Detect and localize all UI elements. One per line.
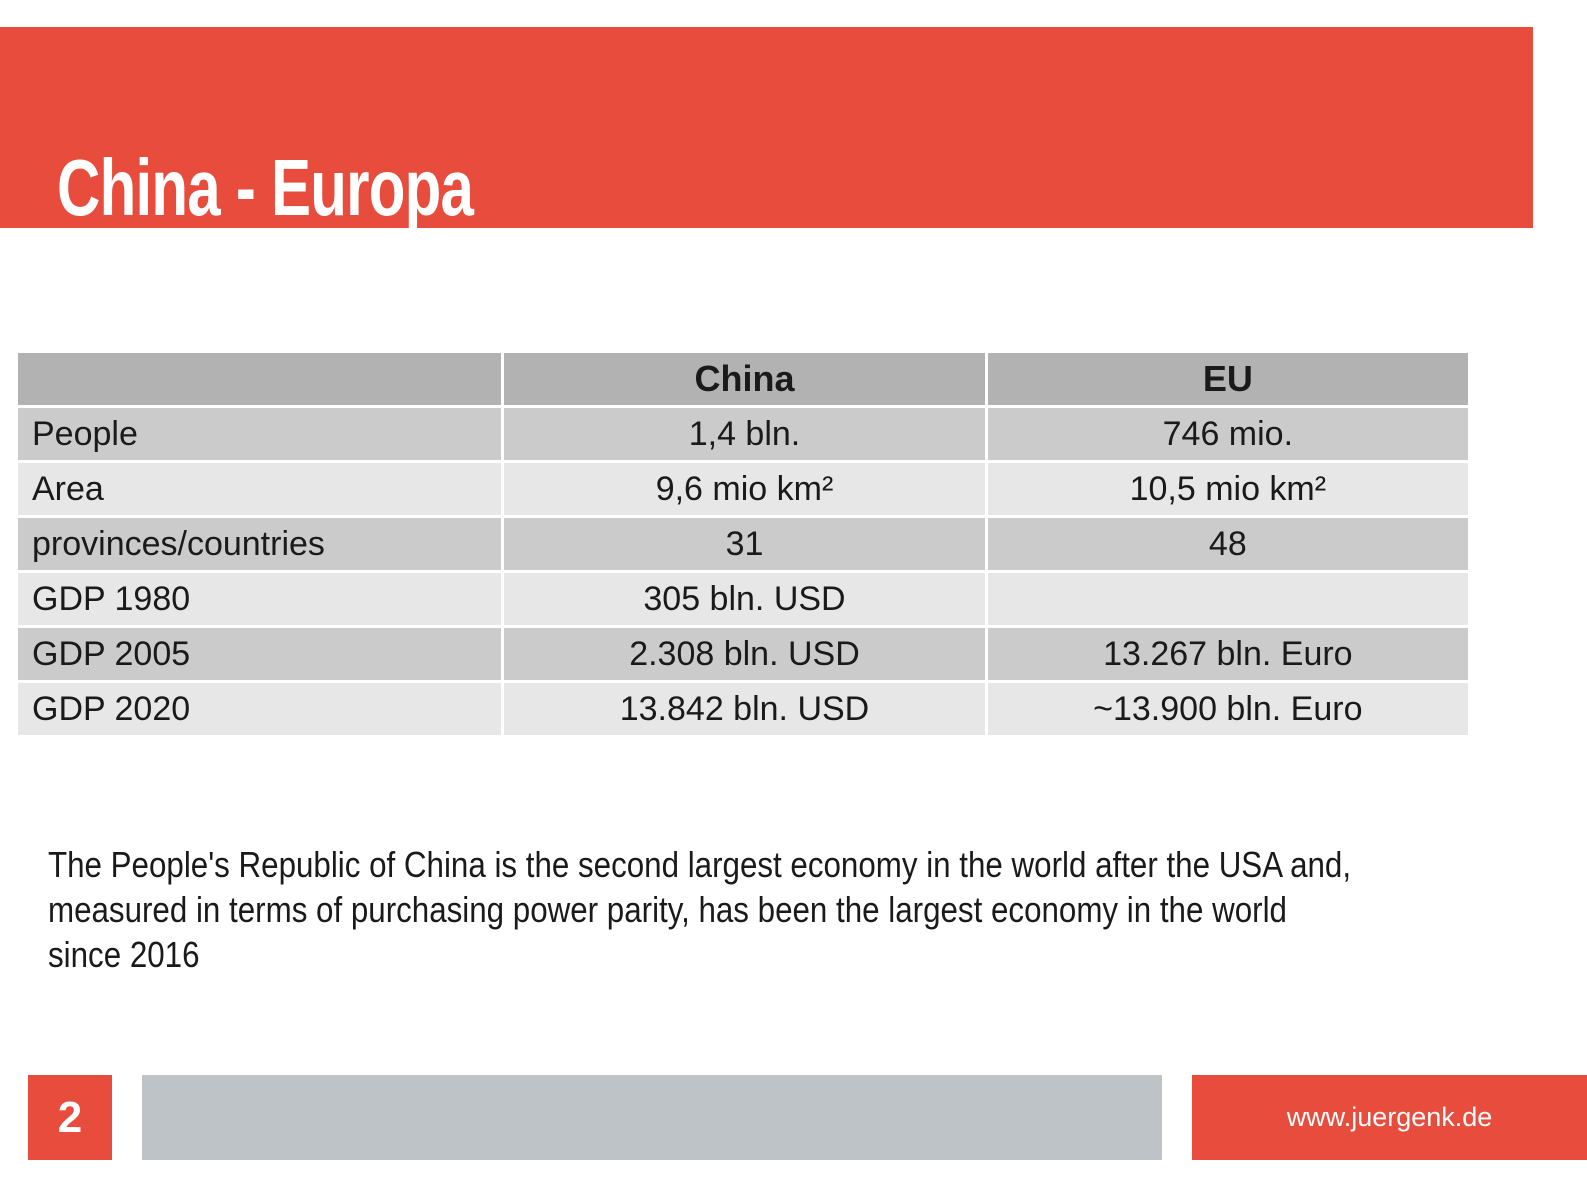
- table-header-eu: EU: [985, 353, 1468, 408]
- china-value: 2.308 bln. USD: [501, 628, 984, 683]
- title-banner: [0, 27, 1533, 232]
- table-header-row: [18, 353, 1468, 408]
- eu-value: ~13.900 bln. Euro: [985, 683, 1468, 738]
- eu-value: 48: [985, 518, 1468, 573]
- body-paragraph: [48, 842, 1351, 977]
- china-value: 305 bln. USD: [501, 573, 984, 628]
- row-label: provinces/countries: [18, 518, 501, 573]
- eu-value: [985, 573, 1468, 628]
- table-row: [18, 628, 1468, 683]
- table-row: [18, 463, 1468, 518]
- body-line: The People's Republic of China is the second largest economy in the world after the USA and,: [48, 844, 1352, 885]
- footer-bar: [142, 1075, 1162, 1160]
- china-value: 31: [501, 518, 984, 573]
- eu-value: 746 mio.: [985, 408, 1468, 463]
- row-label: GDP 2020: [18, 683, 501, 738]
- body-line: measured in terms of purchasing power parity, has been the largest economy in the world: [48, 889, 1287, 930]
- eu-value: 13.267 bln. Euro: [985, 628, 1468, 683]
- slide-title: China - Europa: [57, 143, 474, 232]
- row-label: Area: [18, 463, 501, 518]
- body-line: since 2016: [48, 934, 200, 975]
- table-row: [18, 573, 1468, 628]
- row-label: GDP 2005: [18, 628, 501, 683]
- eu-value: 10,5 mio km²: [985, 463, 1468, 518]
- table-header-china: China: [501, 353, 984, 408]
- china-value: 9,6 mio km²: [501, 463, 984, 518]
- table-row: [18, 518, 1468, 573]
- comparison-table: [18, 353, 1468, 738]
- table-row: [18, 683, 1468, 738]
- footer-url-box: [1192, 1075, 1587, 1160]
- row-label: People: [18, 408, 501, 463]
- china-value: 1,4 bln.: [501, 408, 984, 463]
- row-label: GDP 1980: [18, 573, 501, 628]
- china-value: 13.842 bln. USD: [501, 683, 984, 738]
- table-row: [18, 408, 1468, 463]
- table-corner-cell: [18, 353, 501, 408]
- page-number-box: [28, 1075, 112, 1160]
- footer-url: www.juergenk.de: [1286, 1102, 1493, 1132]
- page-number: 2: [57, 1092, 83, 1142]
